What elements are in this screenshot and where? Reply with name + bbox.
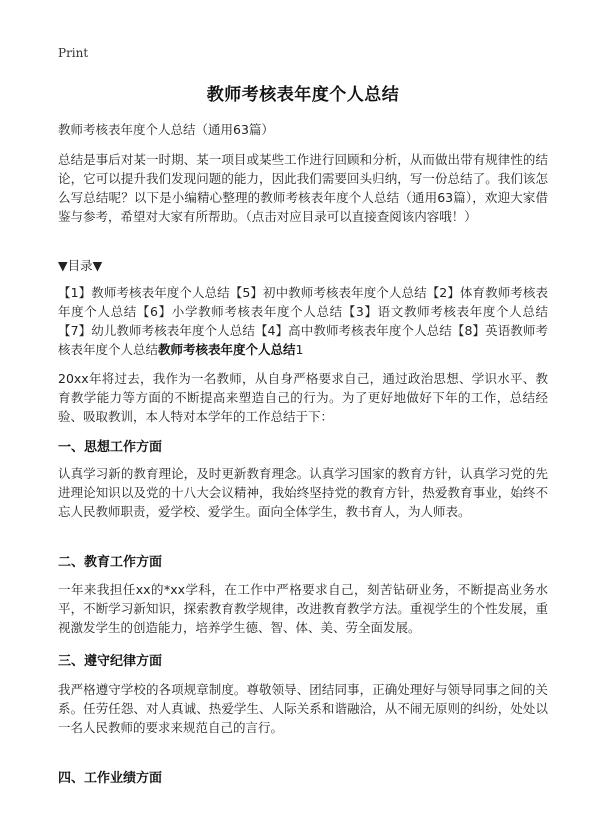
toc-current-heading: 教师考核表年度个人总结 (158, 342, 296, 357)
opening-paragraph: 20xx年将过去，我作为一名教师，从自身严格要求自己，通过政治思想、学识水平、教育教学能力等方面的不断提高来塑造自己的行为。为了更好地做好下年的工作，总结经验、吸取教训，本人特对本学年的工作总结于下： (58, 371, 548, 424)
section-heading-education: 二、教育工作方面 (58, 555, 163, 570)
toc-item-4[interactable]: 【4】高中教师考核表年度个人总结 (254, 323, 452, 338)
section-heading-performance: 四、工作业绩方面 (58, 771, 163, 786)
toc-item-6[interactable]: 【6】小学教师考核表年度个人总结 (136, 304, 343, 319)
section-body-education: 一年来我担任xx的*xx学科，在工作中严格要求自己，刻苦钻研业务，不断提高业务水平，不断学习新知识，探索教育教学规律，改进教育教学方法。重视学生的个性发展，重视激发学生的创造能力，培养学生德、智、体、美、劳全面发展。 (58, 582, 548, 635)
table-of-contents (58, 283, 548, 359)
page-title: 教师考核表年度个人总结 (206, 85, 400, 105)
section-body-discipline: 我严格遵守学校的各项规章制度。尊敬领导、团结同事，正确处理好与领导同事之间的关系。任劳任怨、对人真诚、热爱学生、人际关系和谐融洽，从不闹无原则的纠纷，处处以一名人民教师的要求来规范自己的言行。 (58, 682, 548, 735)
toc-item-1[interactable]: 【1】教师考核表年度个人总结 (58, 285, 230, 300)
toc-label: ▼目录▼ (58, 258, 103, 273)
toc-item-5[interactable]: 【5】初中教师考核表年度个人总结 (229, 285, 427, 300)
toc-item-3[interactable]: 【3】语文教师考核表年度个人总结 (342, 304, 548, 319)
section-heading-discipline: 三、遵守纪律方面 (58, 654, 163, 669)
intro-paragraph: 总结是事后对某一时期、某一项目或某些工作进行回顾和分析，从而做出带有规律性的结论，它可以提升我们发现问题的能力，因此我们需要回头归纳，写一份总结了。我们该怎么写总结呢？以下是小编精心整理的教师考核表年度个人总结（通用63篇），欢迎大家借鉴与参考，希望对大家有所帮助。（点击对应目录可以直接查阅该内容哦！） (58, 152, 548, 224)
print-link[interactable]: Print (58, 46, 89, 60)
toc-current-number: 1 (295, 342, 304, 357)
toc-item-2[interactable]: 【2】体育教师考核表年度个人总结 (58, 285, 548, 319)
toc-item-7[interactable]: 【7】幼儿教师考核表年度个人总结 (58, 323, 255, 338)
section-body-thought: 认真学习新的教育理论，及时更新教育理念。认真学习国家的教育方针，认真学习党的先进理论知识以及党的十八大会议精神，我始终坚持党的教育方针，热爱教育事业，始终不忘人民教师职责，爱学校、爱学生。面向全体学生，教书育人，为人师表。 (58, 466, 548, 519)
section-heading-thought: 一、思想工作方面 (58, 440, 163, 455)
toc-item-8[interactable]: 【8】英语教师考核表年度个人总结 (58, 323, 548, 357)
subtitle: 教师考核表年度个人总结（通用63篇） (58, 122, 274, 137)
